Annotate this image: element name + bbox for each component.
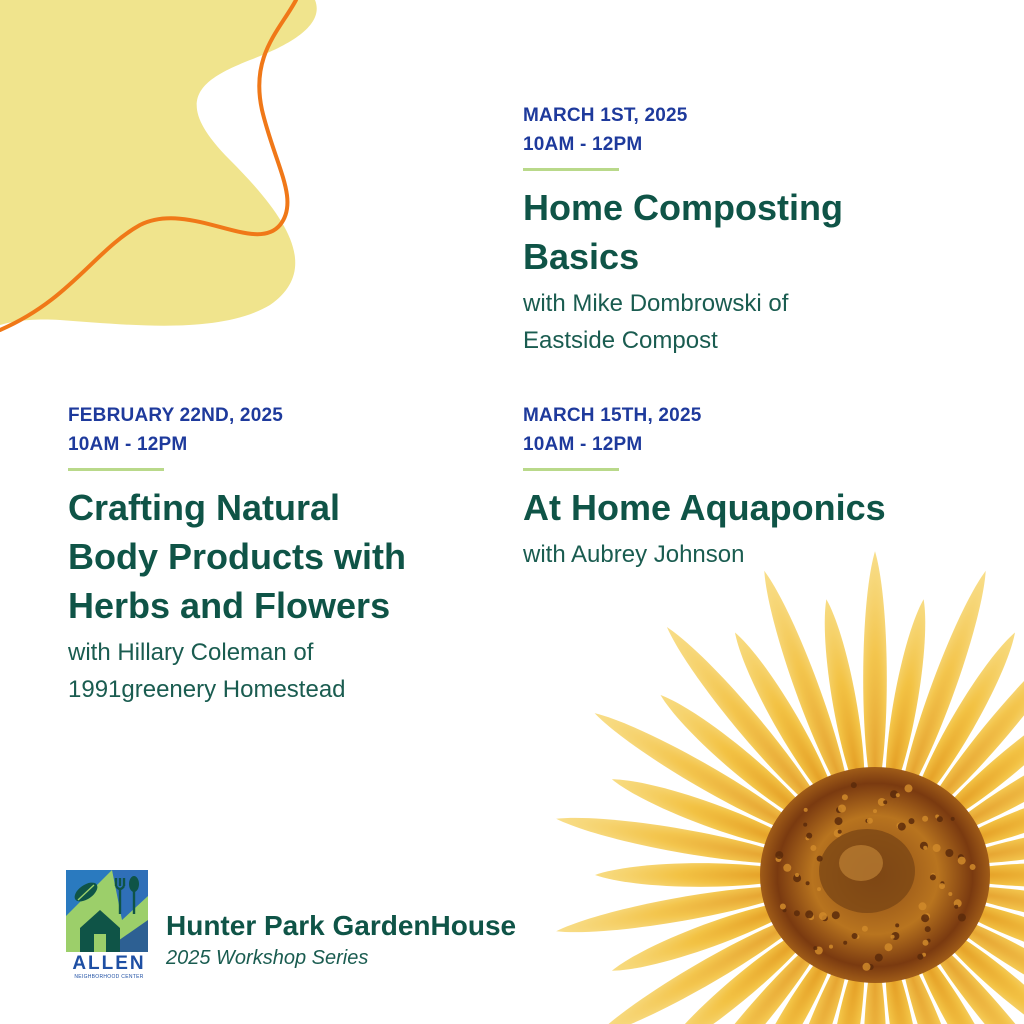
sunflower-petal [863, 551, 887, 805]
divider-rule [523, 468, 619, 471]
event-time: 10AM - 12PM [523, 434, 643, 455]
sunflower-petal [911, 921, 1024, 1024]
presenter-line: 1991greenery Homestead [68, 676, 346, 703]
event-presenter [68, 634, 488, 708]
sunflower-petal [888, 567, 997, 814]
sunflower-petal [589, 900, 821, 1024]
presenter-line: with Aubrey Johnson [523, 541, 745, 568]
event-presenter [523, 536, 963, 573]
event-title [68, 483, 488, 630]
sunflower-petal [945, 863, 1024, 887]
event-title-line: Crafting Natural [68, 487, 341, 528]
event-title-line: Home Composting [523, 187, 843, 228]
logo-mark [66, 870, 148, 952]
sunflower-petal [863, 945, 887, 1024]
sunflower-petal [725, 930, 850, 1024]
sunflower-petal [653, 911, 829, 1024]
event-card-body-products [68, 401, 488, 708]
sunflower-petal [725, 627, 850, 821]
sunflower-petal [921, 911, 1024, 1024]
event-title-line: At Home Aquaponics [523, 487, 886, 528]
sunflower-petal [930, 703, 1024, 850]
sunflower-petal [815, 597, 875, 808]
sunflower-petal [815, 942, 875, 1024]
sunflower-petal [888, 937, 997, 1024]
workshop-series: 2025 Workshop Series [166, 947, 369, 969]
sunflower-petal [942, 876, 1024, 943]
sunflower-petal [937, 888, 1024, 982]
sunflower-petal [753, 567, 862, 814]
sunflower-petal [658, 619, 839, 829]
event-card-composting [523, 101, 963, 359]
sunflower-petal [900, 930, 1024, 1024]
yellow-blob-decoration [0, 0, 340, 340]
sunflower-petal [876, 597, 936, 808]
sunflower-petal [554, 807, 808, 874]
event-date: FEBRUARY 22ND, 2025 [68, 405, 283, 426]
sunflower-petal [608, 768, 813, 862]
sunflower-petal [942, 807, 1024, 874]
event-presenter [523, 285, 963, 359]
event-title [523, 483, 963, 532]
sunflower-petal [554, 876, 808, 943]
sunflower-petal [930, 900, 1024, 1024]
logo-name: ALLEN [72, 953, 146, 974]
event-title-line: Herbs and Flowers [68, 585, 391, 626]
sunflower-petal [911, 619, 1024, 829]
presenter-line: with Mike Dombrowski of [523, 290, 789, 317]
sunflower-petal [876, 942, 936, 1024]
event-title [523, 183, 963, 281]
divider-rule [523, 168, 619, 171]
sunflower-petal [608, 888, 813, 982]
event-title-line: Body Products with [68, 536, 407, 577]
presenter-line: Eastside Compost [523, 327, 718, 354]
divider-rule [68, 468, 164, 471]
sunflower-petal [937, 768, 1024, 862]
organization-name: Hunter Park GardenHouse [166, 910, 517, 941]
sunflower-petals [554, 551, 1024, 1024]
sunflower-petal [921, 686, 1024, 839]
event-time: 10AM - 12PM [68, 434, 188, 455]
presenter-line: with Hillary Coleman of [68, 639, 314, 666]
event-date: MARCH 1ST, 2025 [523, 105, 688, 126]
sunflower-petal [658, 921, 839, 1024]
logo-subtitle: NEIGHBORHOOD CENTER [74, 974, 144, 980]
event-card-aquaponics [523, 401, 963, 573]
sunflower-petal [900, 627, 1024, 821]
allen-neighborhood-center-logo [66, 870, 152, 980]
sunflower-petal [589, 703, 821, 850]
organization-block [166, 908, 516, 972]
sunflower-petal [653, 686, 829, 839]
event-date: MARCH 15TH, 2025 [523, 405, 702, 426]
event-title-line: Basics [523, 236, 640, 277]
sunflower-petal [595, 863, 805, 887]
sunflower-center [760, 767, 990, 983]
sunflower-petal [753, 937, 862, 1024]
event-time: 10AM - 12PM [523, 134, 643, 155]
